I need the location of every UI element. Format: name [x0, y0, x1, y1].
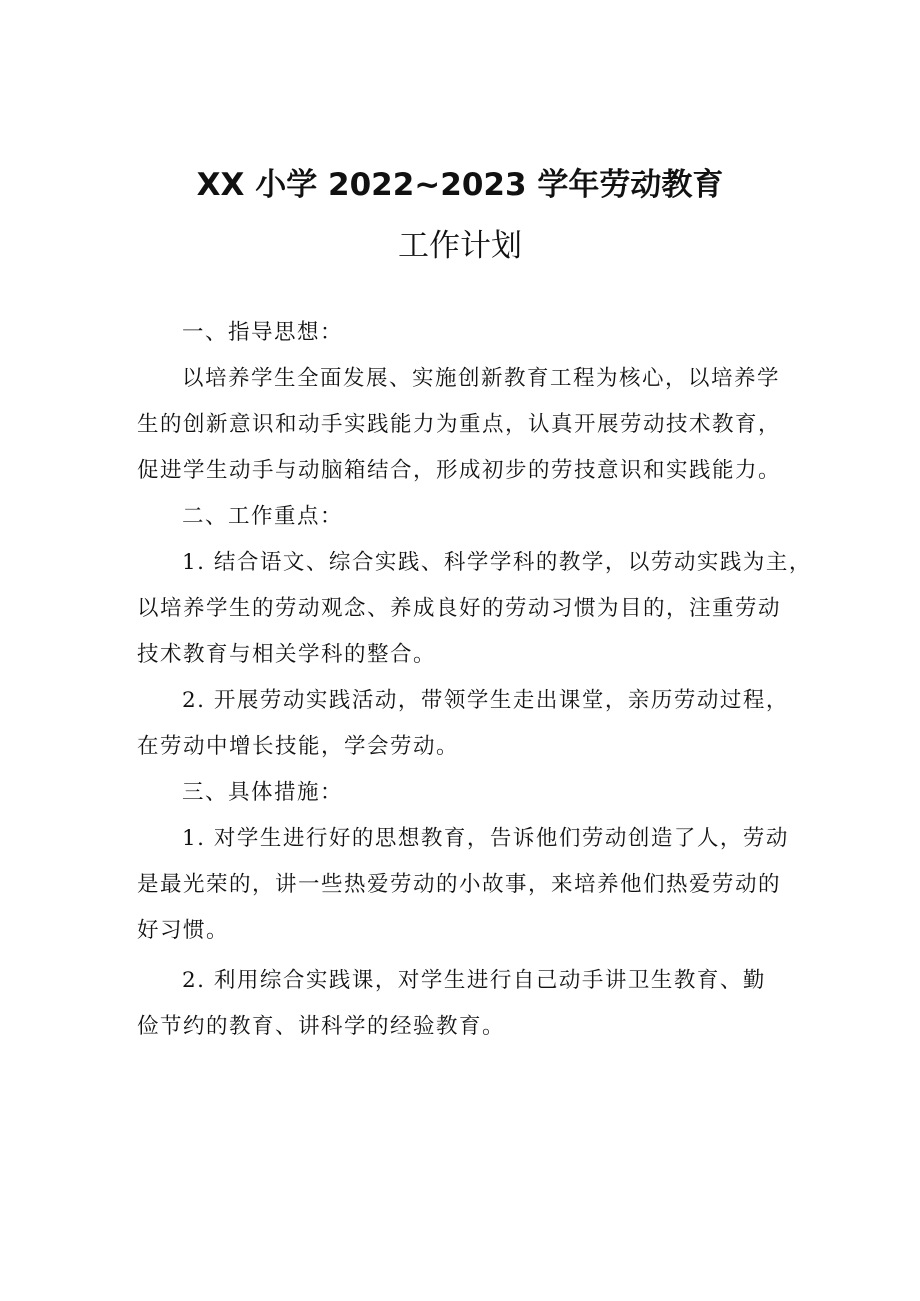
- paragraph-line: 以培养学生全面发展、实施创新教育工程为核心，以培养学: [182, 366, 781, 391]
- paragraph-line: 生的创新意识和动手实践能力为重点，认真开展劳动技术教育，: [137, 412, 782, 437]
- paragraph-line: 1. 对学生进行好的思想教育，告诉他们劳动创造了人，劳动: [182, 826, 789, 851]
- section-heading-guiding-thought: 一、指导思想：: [182, 320, 344, 345]
- section-heading-work-focus: 二、工作重点：: [182, 504, 344, 529]
- section-heading-measures: 三、具体措施：: [182, 780, 344, 805]
- document-title: XX 小学 2022~2023 学年劳动教育: [196, 167, 724, 203]
- document-subtitle: 工作计划: [398, 228, 522, 264]
- paragraph-line: 好习惯。: [137, 918, 230, 943]
- paragraph-line: 是最光荣的，讲一些热爱劳动的小故事，来培养他们热爱劳动的: [137, 872, 782, 897]
- document-body: [137, 310, 812, 1050]
- paragraph-line: 俭节约的教育、讲科学的经验教育。: [137, 1014, 506, 1039]
- paragraph-line: 2. 开展劳动实践活动，带领学生走出课堂，亲历劳动过程，: [182, 688, 789, 713]
- paragraph-line: 在劳动中增长技能，学会劳动。: [137, 734, 460, 759]
- paragraph-line: 1. 结合语文、综合实践、科学学科的教学，以劳动实践为主，: [182, 550, 812, 575]
- paragraph-line: 2. 利用综合实践课，对学生进行自己动手讲卫生教育、勤: [182, 968, 766, 993]
- paragraph-line: 促进学生动手与动脑箱结合，形成初步的劳技意识和实践能力。: [137, 458, 782, 483]
- paragraph-line: 以培养学生的劳动观念、养成良好的劳动习惯为目的，注重劳动: [137, 596, 782, 621]
- paragraph-line: 技术教育与相关学科的整合。: [137, 642, 437, 667]
